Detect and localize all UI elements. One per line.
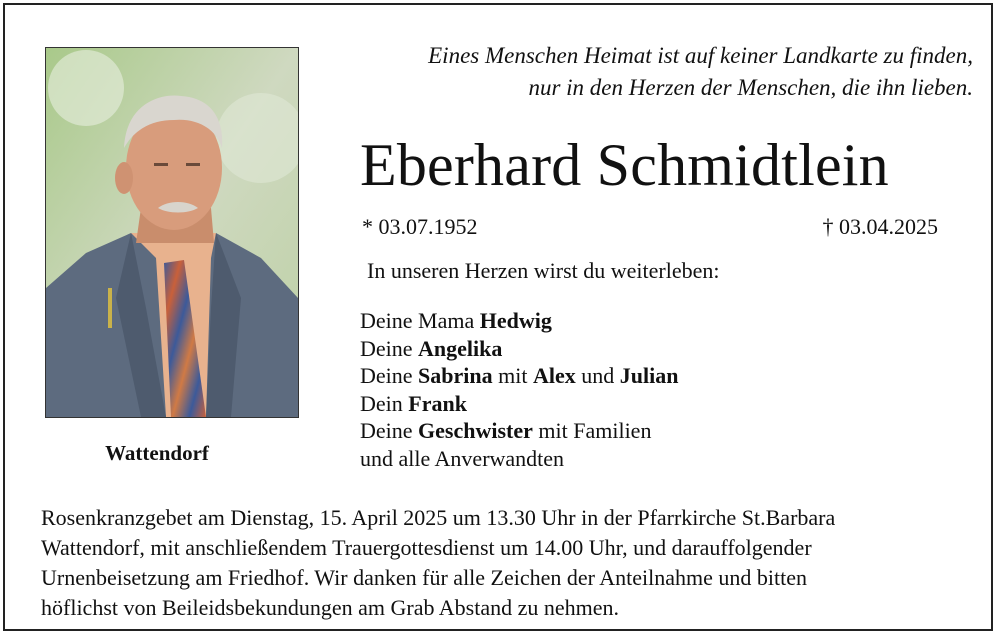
place-of-residence: Wattendorf [105, 441, 209, 465]
mourner-text: Dein [360, 390, 409, 416]
mourner-text: Deine [360, 418, 419, 443]
memorial-quote [428, 40, 973, 104]
notice-line: höflichst von Beileidsbekundungen am Grab Abstand zu nehmen. [41, 595, 619, 620]
mourner-text: Deine [360, 363, 419, 388]
mourner-name: Sabrina [418, 363, 493, 388]
notice-line: Wattendorf, mit anschließendem Trauergottesdienst um 14.00 Uhr, und darauffolgender [41, 535, 812, 560]
birth-date: * 03.07.1952 [362, 214, 478, 239]
mourners-intro: In unseren Herzen wirst du weiterleben: [367, 258, 720, 283]
mourner-name: Hedwig [479, 308, 552, 333]
death-date: † 03.04.2025 [822, 214, 938, 239]
mourner-name: Frank [408, 390, 467, 416]
mourner-line [360, 417, 678, 445]
quote-line: nur in den Herzen der Menschen, die ihn lieben. [528, 75, 973, 100]
mourner-line [360, 445, 678, 473]
mourner-text: mit [492, 363, 533, 388]
funeral-notice [41, 503, 971, 623]
mourner-text: mit Familien [532, 418, 652, 443]
mourner-text: und alle Anverwandten [360, 445, 565, 471]
mourners-list [360, 307, 678, 472]
mourner-line [360, 362, 678, 390]
mourner-name: Angelika [418, 335, 503, 361]
deceased-name: Eberhard Schmidtlein [360, 132, 889, 198]
portrait-photo [45, 47, 299, 418]
quote-line: Eines Menschen Heimat ist auf keiner Landkarte zu finden, [428, 43, 973, 68]
mourner-text: Deine Mama [360, 308, 480, 333]
notice-line: Urnenbeisetzung am Friedhof. Wir danken für alle Zeichen der Anteilnahme und bitten [41, 565, 808, 590]
mourner-text: und [575, 363, 620, 388]
mourner-text: Deine [360, 335, 419, 361]
mourner-name: Geschwister [418, 418, 533, 443]
mourner-name: Julian [619, 363, 679, 388]
mourner-name: Alex [532, 363, 576, 388]
mourner-line [360, 335, 678, 363]
mourner-line [360, 390, 678, 418]
notice-line: Rosenkranzgebet am Dienstag, 15. April 2025 um 13.30 Uhr in der Pfarrkirche St.Barbara [41, 505, 836, 530]
mourner-line [360, 307, 678, 335]
